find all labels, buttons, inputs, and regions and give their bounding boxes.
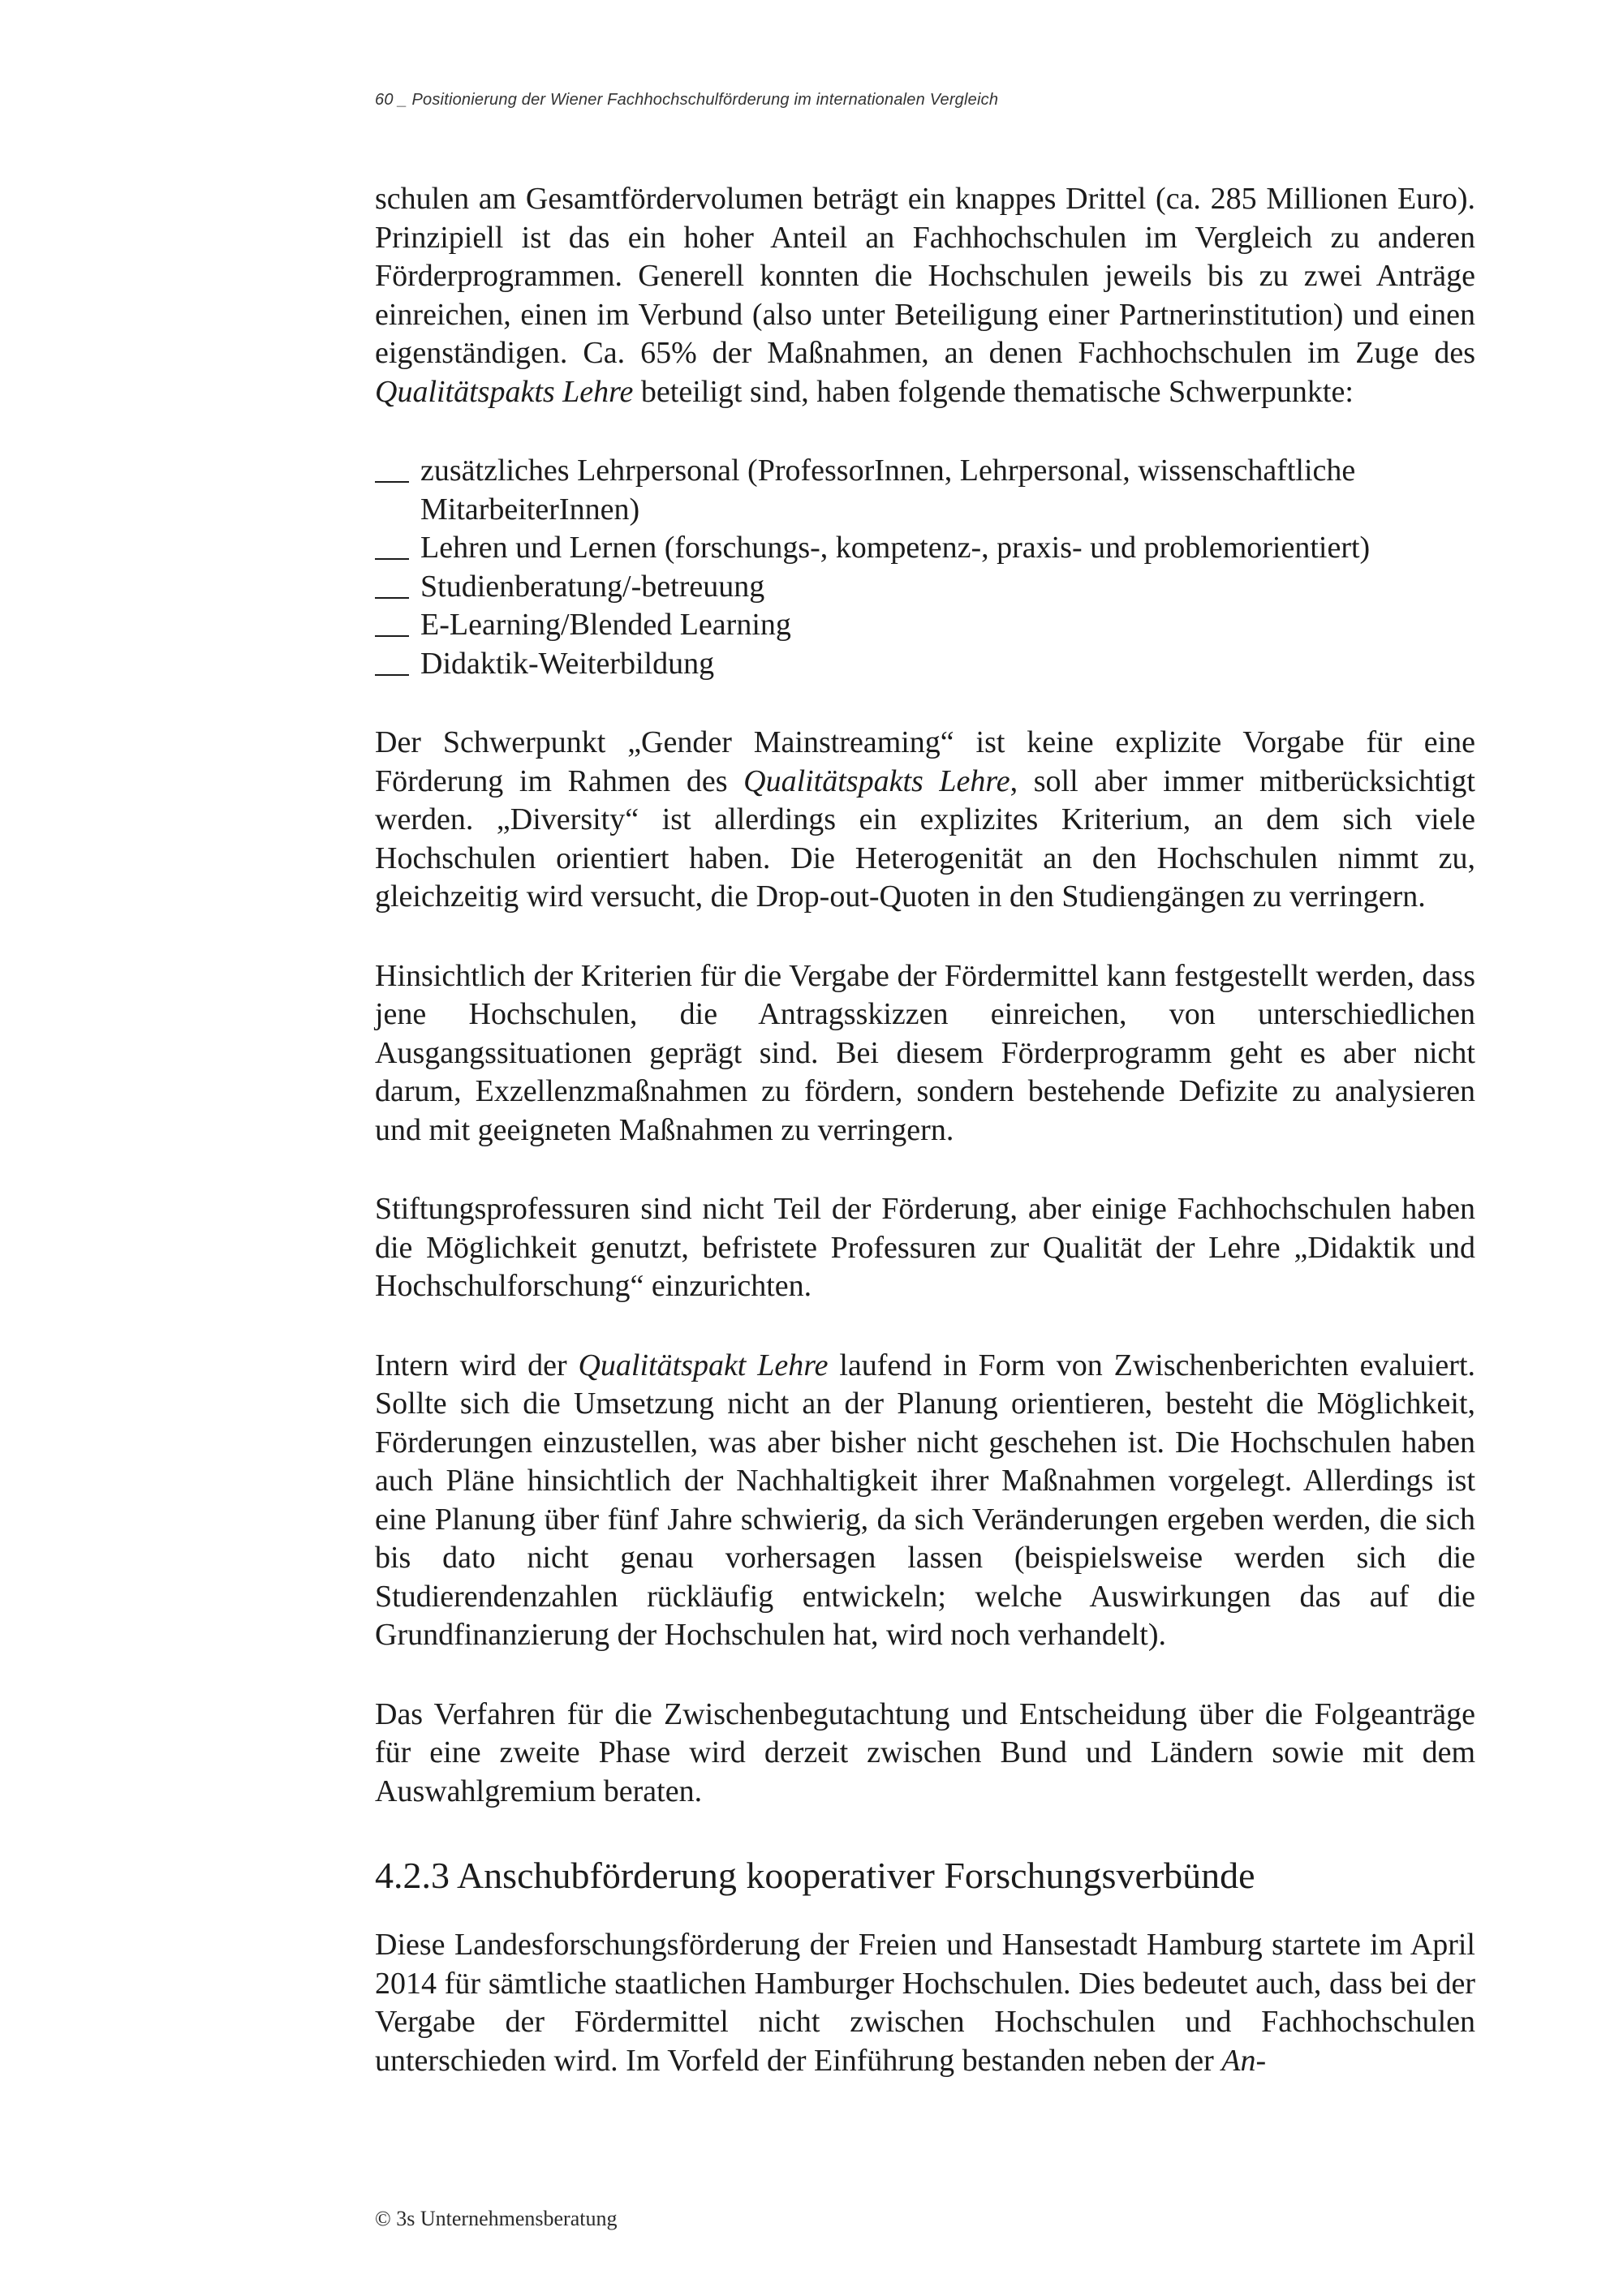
section-heading: 4.2.3 Anschubförderung kooperativer Forschungsverbünde — [375, 1855, 1255, 1896]
running-header: 60 _ Positionierung der Wiener Fachhochschulförderung im internationalen Vergleich — [375, 91, 999, 109]
dash-bullet-icon — [375, 481, 409, 483]
paragraph-criteria: Hinsichtlich der Kriterien für die Vergabe der Fördermittel kann festgestellt werden, dass jene Hochschulen, die Antragsskizzen einreichen, von unterschiedlichen Ausgangssituationen geprägt sind. Bei diesem Förderprogramm geht es aber nicht darum, Exzellenzmaßnahmen zu fördern, sondern bestehende Defizite zu analysieren und mit geeigneten Maßnahmen zu verringern. — [375, 958, 1475, 1147]
emphasis-text: Qualitätspakts Lehre — [743, 763, 1010, 798]
dash-bullet-icon — [375, 597, 409, 599]
text-run: beteiligt sind, haben folgende thematische Schwerpunkte: — [633, 374, 1354, 409]
text-run: laufend in Form von Zwischenberichten evaluiert. Sollte sich die Umsetzung nicht an der Planung orientieren, besteht die Möglichkeit, Förderungen einzustellen, was aber bisher nicht geschehen ist. Die Hochschulen haben auch Pläne hinsichtlich der Nachhaltigkeit ihrer Maßnahmen vorgelegt. Allerdings ist eine Planung über fünf Jahre schwierig, da sich Veränderungen ergeben werden, die sich bis dato nicht genau vorhersagen lassen (beispielsweise werden sich die Studierendenzahlen rückläufig entwickeln; welche Auswirkungen das auf die Grundfinanzierung der Hochschulen hat, wird noch verhandelt). — [375, 1348, 1475, 1652]
emphasis-text: An- — [1221, 2043, 1267, 2078]
text-run: Diese Landesforschungsförderung der Freien und Hansestadt Hamburg startete im April 2014 für sämtliche staatlichen Hamburger Hochschulen. Dies bedeutet auch, dass bei der Vergabe der Fördermittel nicht zwischen Hochschulen und Fachhochschulen unterschieden wird. Im Vorfeld der Einführung bestanden neben der — [375, 1928, 1475, 2078]
paragraph-interim-review: Das Verfahren für die Zwischenbegutachtung und Entscheidung über die Folgeanträge für eine zweite Phase wird derzeit zwischen Bund und Ländern sowie mit dem Auswahlgremium beraten. — [375, 1696, 1475, 1808]
text-run: schulen am Gesamtfördervolumen beträgt ein knappes Drittel (ca. 285 Millionen Euro). Prinzipiell ist das ein hoher Anteil an Fachhochschulen im Vergleich zu anderen Förderprogrammen. Generell konnten die Hochschulen jeweils bis zu zwei Anträge einreichen, einen im Verbund (also unter Beteiligung einer Partnerinstitution) und einen eigenständigen. Ca. 65% der Maßnahmen, an denen Fachhochschulen im Zuge des — [375, 182, 1475, 370]
list-item-text: E-Learning/Blended Learning — [420, 608, 791, 642]
text-run: Der Schwerpunkt „Gender Mainstreaming“ ist keine explizite Vorgabe für eine Förderung im Rahmen des — [375, 725, 1475, 798]
list-item — [375, 529, 1475, 568]
paragraph-evaluation — [375, 1347, 1475, 1655]
dash-bullet-icon — [375, 558, 409, 560]
list-item-text: Lehren und Lernen (forschungs-, kompetenz-, praxis- und problemorientiert) — [420, 531, 1371, 565]
list-item — [375, 568, 1475, 607]
focus-topics-list — [375, 452, 1475, 683]
page-body — [375, 180, 1475, 2121]
list-item — [375, 645, 1475, 684]
dash-bullet-icon — [375, 674, 409, 676]
list-item-text: zusätzliches Lehrpersonal (ProfessorInnen, Lehrpersonal, wissenschaftliche MitarbeiterInnen) — [420, 454, 1356, 527]
paragraph-hamburg-funding — [375, 1926, 1475, 2080]
list-item-text: Studienberatung/-betreuung — [420, 569, 765, 604]
text-run: Intern wird der — [375, 1348, 579, 1382]
list-item — [375, 452, 1475, 529]
emphasis-text: Qualitätspakt Lehre — [578, 1348, 829, 1382]
list-item-text: Didaktik-Weiterbildung — [420, 646, 715, 681]
dash-bullet-icon — [375, 635, 409, 637]
paragraph-gender-diversity — [375, 724, 1475, 917]
text-run: , soll aber immer mitberücksichtigt werden. „Diversity“ ist allerdings ein explizites Kriterium, an dem sich viele Hochschulen orientiert haben. Die Heterogenität an den Hochschulen nimmt zu, gleichzeitig wird versucht, die Drop-out-Quoten in den Studiengängen zu verringern. — [375, 763, 1475, 914]
emphasis-text: Qualitätspakts Lehre — [375, 374, 634, 409]
footer-copyright: © 3s Unternehmensberatung — [375, 2207, 618, 2230]
paragraph-endowed-chairs: Stiftungsprofessuren sind nicht Teil der Förderung, aber einige Fachhochschulen haben die Möglichkeit genutzt, befristete Professuren zur Qualität der Lehre „Didaktik und Hochschulforschung“ einzurichten. — [375, 1192, 1475, 1303]
paragraph-funding-share — [375, 180, 1475, 411]
list-item — [375, 606, 1475, 645]
